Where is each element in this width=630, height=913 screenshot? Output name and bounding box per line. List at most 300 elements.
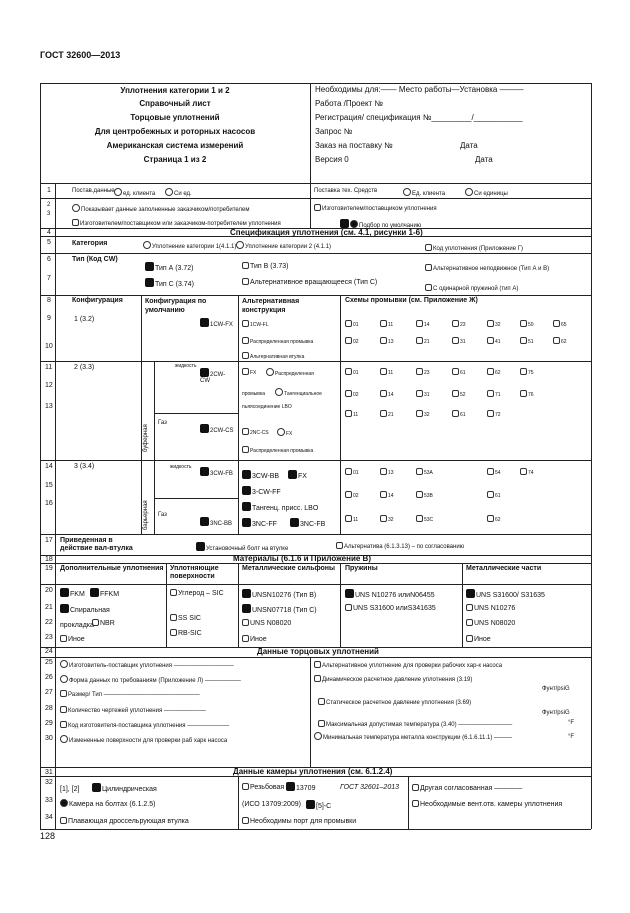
alt-3cw-ff[interactable]: 3-CW-FF [242, 486, 281, 496]
setscrew-option[interactable]: Установочный болт на втулке [196, 542, 288, 552]
psig-unit-1: Фунт/psiG [542, 686, 570, 692]
mat-metal-2[interactable]: UNS N10276 [466, 604, 515, 612]
radio-icon [465, 188, 473, 196]
mat-metal-other[interactable]: Иное [466, 635, 491, 643]
checkbox-icon [60, 588, 69, 597]
flush-plan-option[interactable] [345, 468, 359, 476]
filled-square-icon [286, 782, 295, 791]
row-number: 11 [45, 364, 53, 371]
alt-fx-3[interactable]: FX [288, 470, 307, 480]
checkbox-icon [314, 675, 321, 682]
flush-plan-number: 76 [528, 392, 534, 398]
mat-ss-sic[interactable]: SS SIC [170, 614, 201, 622]
alternative-option[interactable]: Альтернатива (6.1.3.13) – по согласованию [336, 542, 464, 550]
category-1-option[interactable]: Уплотнение категории 1(4.1.1) [143, 241, 236, 250]
alt-seal-test[interactable]: Альтернативное уплотнение для проверки рабочих хар-к насоса [314, 661, 502, 669]
checkbox-icon [345, 468, 352, 475]
checkbox-icon [345, 515, 352, 522]
flush-plan-number: 21 [388, 412, 394, 418]
flush-plan-option[interactable] [416, 410, 430, 418]
max-temperature[interactable]: Максимальная допустимая температура (3.40) ————————— [318, 720, 512, 728]
checkbox-icon [345, 491, 352, 498]
checkbox-icon [242, 368, 249, 375]
alt-distributed-flush-2[interactable]: Распределенная промывка [242, 446, 313, 454]
other-agreed-option[interactable]: Другая согласованная ———— [412, 784, 522, 792]
alt-fx-2[interactable]: FX [277, 428, 292, 437]
seal-manufacturer[interactable]: Изготовитель-поставщик уплотнения —————————— [60, 660, 234, 669]
flush-plan-number: 72 [495, 412, 501, 418]
flush-plan-option[interactable] [345, 515, 358, 523]
default-1cw-fx[interactable]: 1CW-FX [200, 318, 235, 328]
config-2: 2 (3.3) [74, 364, 95, 371]
alt-tangential[interactable]: Тангенциальное [275, 388, 322, 397]
checkbox-icon [553, 320, 560, 327]
alt-distributed-flush[interactable]: Распределенная промывка [242, 337, 313, 345]
ref-5c: [5]-C [306, 800, 331, 810]
checkbox-icon [318, 720, 325, 727]
filled-square-icon [340, 219, 349, 228]
modified-surfaces[interactable]: Измененные поверхности для проверки раб харк насоса [60, 735, 227, 744]
checkbox-icon [412, 784, 419, 791]
checkbox-icon [416, 410, 423, 417]
flush-plan-option[interactable] [487, 337, 501, 345]
purchase-order: Заказ на поставку № [315, 141, 393, 150]
checkbox-icon [425, 264, 432, 271]
seal-code-field[interactable]: Код уплотнения (Приложение Г) [425, 244, 523, 252]
flush-port-option[interactable]: Необходимы порт для промывки [242, 817, 356, 825]
flush-plan-option[interactable] [416, 491, 433, 499]
row-number: 28 [45, 705, 53, 712]
legend-manufacturer: Изготовителем/поставщиком уплотнения [314, 204, 437, 212]
threaded-option[interactable]: Резьбовая [242, 783, 284, 791]
flush-plan-number: 11 [388, 322, 394, 328]
flush-plan-number: 51 [528, 339, 534, 345]
row-number: 30 [45, 735, 53, 742]
flush-plan-number: 50 [528, 322, 534, 328]
row-number: 14 [45, 463, 53, 470]
throttle-bushing-option[interactable]: Плавающая дроссельрующая втулка [60, 817, 189, 825]
flush-plan-number: 62 [561, 339, 567, 345]
checkbox-icon [380, 515, 387, 522]
flush-plan-option[interactable] [345, 390, 359, 398]
config-1: 1 (3.2) [74, 316, 95, 323]
checkbox-icon [145, 278, 154, 287]
radio-icon [275, 388, 283, 396]
header-seal-type: Торцовые уплотнений [130, 113, 220, 122]
gas-label: Газ [158, 420, 167, 426]
flush-plan-option[interactable] [553, 320, 567, 328]
vent-required-option[interactable]: Необходимые вент.отв. камеры уплотнения [412, 800, 582, 809]
checkbox-icon [452, 390, 459, 397]
alt-3nc-ff[interactable]: 3NC-FF [242, 518, 277, 528]
row-number: 1 [47, 187, 51, 194]
flush-plan-option[interactable] [487, 368, 501, 376]
category-2-option[interactable]: Уплотнение категории 2 (4.1.1) [236, 241, 331, 250]
flush-plan-option[interactable] [380, 410, 394, 418]
checkbox-icon [520, 390, 527, 397]
checkbox-icon [416, 337, 423, 344]
alt-distributed[interactable]: Распределенная [266, 368, 314, 377]
row-number: 7 [47, 275, 51, 282]
row-number: 2 3 [47, 202, 51, 217]
radio-icon [114, 188, 122, 196]
flush-plan-number: 01 [353, 322, 359, 328]
alt-3nc-fb[interactable]: 3NC-FB [290, 518, 325, 528]
radio-icon [236, 241, 244, 249]
checkbox-icon [487, 410, 494, 417]
checkbox-icon [487, 468, 494, 475]
row-number: 5 [47, 239, 51, 246]
flush-plan-option[interactable] [452, 337, 466, 345]
flush-plan-option[interactable] [345, 410, 358, 418]
flush-plan-number: 13 [388, 339, 394, 345]
radio-icon [266, 368, 274, 376]
gas-label: Газ [158, 512, 167, 518]
checkbox-icon [487, 515, 494, 522]
flush-plan-option[interactable] [380, 337, 394, 345]
flush-plan-option[interactable] [345, 337, 359, 345]
checkbox-icon [60, 635, 67, 642]
filled-square-icon [306, 800, 315, 809]
checkbox-icon [290, 518, 299, 527]
flush-plan-option[interactable] [416, 337, 430, 345]
alt-tangential-lbo[interactable]: Тангенц. присс. LBO [242, 502, 318, 512]
row-number: 29 [45, 720, 53, 727]
checkbox-icon [416, 368, 423, 375]
flush-plan-option[interactable] [345, 491, 359, 499]
checkbox-icon [466, 589, 475, 598]
checkbox-icon [200, 517, 209, 526]
checkbox-icon [520, 368, 527, 375]
checkbox-icon [487, 337, 494, 344]
row-number: 21 [45, 604, 53, 611]
checkbox-icon [288, 470, 297, 479]
manufacturer-code[interactable]: Код изготовителя-поставщика уплотнения ——————— [60, 721, 229, 729]
flush-plan-number: 61 [495, 493, 501, 499]
default-3cw-fb[interactable]: 3CW-FB [200, 467, 235, 477]
checkbox-icon [452, 368, 459, 375]
size-type[interactable]: Размер/ Тип ———————————————— [60, 690, 200, 698]
gost-ref: ГОСТ 32601–2013 [340, 784, 399, 791]
checkbox-icon [200, 424, 209, 433]
liquid-label: жидкость [170, 464, 192, 470]
flush-plan-option[interactable] [345, 320, 359, 328]
flush-plan-number: 14 [388, 392, 394, 398]
mat-spiral[interactable]: Спиральная [60, 604, 110, 614]
flush-plan-number: 23 [460, 322, 466, 328]
checkbox-icon [412, 800, 419, 807]
checkbox-icon [242, 262, 249, 269]
checkbox-icon [145, 262, 154, 271]
checkbox-icon [416, 320, 423, 327]
deg-f-unit-2: °F [568, 734, 575, 740]
legend-default: Подбор по умолчанию [340, 219, 421, 229]
alt-fx[interactable]: FX [242, 368, 256, 376]
checkbox-icon [170, 589, 177, 596]
flush-plan-option[interactable] [416, 515, 433, 523]
flush-plan-option[interactable] [487, 491, 501, 499]
checkbox-icon [60, 690, 67, 697]
cylindrical-option[interactable]: Цилиндрическая [92, 783, 157, 793]
required-for: Необходимы для:—— Место работы—Установка ——— [315, 85, 524, 94]
filled-circle-icon [350, 220, 358, 228]
flush-plan-option[interactable] [520, 320, 534, 328]
row-number: 18 [45, 556, 53, 563]
flush-plan-option[interactable] [416, 468, 433, 476]
mat-spring-1[interactable]: UNS N10276 илиN06455 [345, 589, 435, 599]
category-label: Категория [72, 240, 108, 247]
checkbox-icon [466, 635, 473, 642]
psig-unit-2: Фунт/psiG [542, 710, 570, 716]
tech-units-customer-option[interactable]: Ед. клиента [403, 188, 445, 197]
flush-plan-number: 14 [424, 322, 430, 328]
row-number: 4 [47, 229, 51, 236]
flush-plan-option[interactable] [553, 337, 567, 345]
flush-plan-option[interactable] [452, 410, 466, 418]
mat-carbon-sic[interactable]: Углерод – SIC [170, 589, 236, 597]
flush-plan-option[interactable] [416, 320, 430, 328]
mat-bellows-3[interactable]: UNS N08020 [242, 619, 291, 627]
radio-icon [165, 188, 173, 196]
tech-units-si-option[interactable]: Си единицы [465, 188, 508, 197]
type-c-option[interactable]: Тип С (3.74) [145, 278, 194, 288]
page-number: 128 [40, 831, 56, 841]
col-springs: Пружины [345, 565, 378, 572]
checkbox-icon [380, 410, 387, 417]
flush-plan-option[interactable] [380, 390, 394, 398]
row-number: 27 [45, 689, 53, 696]
iso-ref: (ИСО 13709:2009) [242, 801, 301, 808]
col-metal-bellows: Металлические сильфоны [242, 565, 336, 572]
alt-stationary-option[interactable]: Альтернативное неподвижное (Тип А и В) [425, 264, 549, 272]
checkbox-icon [242, 589, 251, 598]
row-number: 13 [45, 403, 53, 410]
row-number: 32 [45, 779, 53, 786]
date-2: Дата [475, 155, 493, 164]
alt-2nc-cs[interactable]: 2NC-CS [242, 428, 269, 436]
flush-plan-option[interactable] [520, 337, 534, 345]
flush-plan-number: 65 [561, 322, 567, 328]
flush-plan-option[interactable] [487, 320, 501, 328]
flush-plan-option[interactable] [416, 368, 430, 376]
flush-plan-option[interactable] [380, 368, 393, 376]
default-3nc-bb[interactable]: 3NC-BB [200, 517, 235, 527]
checkbox-icon [242, 486, 251, 495]
checkbox-icon [242, 278, 249, 285]
mat-rb-sic[interactable]: RB-SIC [170, 629, 202, 637]
square-icon [72, 219, 79, 226]
mat-other-a[interactable]: Иное [60, 635, 85, 643]
registration: Регистрация/ спецификация №_________/___________ [315, 113, 523, 122]
checkbox-icon [336, 542, 343, 549]
revision: Версия 0 [315, 155, 349, 164]
checkbox-icon [380, 390, 387, 397]
checkbox-icon [200, 368, 209, 377]
seal-spec-heading: Спецификация уплотнения (см. 4.1, рисунки 1-6) [230, 228, 423, 237]
checkbox-icon [380, 491, 387, 498]
supply-tech-label: Поставка тех. Средств [314, 188, 378, 194]
checkbox-icon [466, 619, 473, 626]
flush-plan-option[interactable] [487, 390, 501, 398]
flush-plan-option[interactable] [520, 468, 534, 476]
flush-plan-number: 74 [528, 470, 534, 476]
dynamic-pressure[interactable]: Динамическое расчетное давление уплотнения (3.19) [314, 675, 472, 683]
checkbox-icon [242, 817, 249, 824]
alt-sleeve[interactable]: Альтернативная втулка [242, 352, 304, 360]
flush-plan-number: 13 [388, 470, 394, 476]
checkbox-icon [520, 337, 527, 344]
mat-fkm[interactable]: FKM [60, 588, 85, 598]
checkbox-icon [200, 318, 209, 327]
checkbox-icon [60, 721, 67, 728]
row-number: 24 [45, 648, 53, 655]
radio-icon [60, 735, 68, 743]
checkbox-icon [242, 352, 249, 359]
mat-bellows-other[interactable]: Иное [242, 635, 267, 643]
row-number: 26 [45, 674, 53, 681]
checkbox-icon [487, 390, 494, 397]
flush-plan-option[interactable] [520, 368, 534, 376]
mat-spring-2[interactable]: UNS S31600 илиS341635 [345, 604, 436, 612]
row-number: 6 [47, 256, 51, 263]
mat-bellows-1[interactable]: UNSN10276 (Тип В) [242, 589, 316, 599]
chamber-heading: Данные камеры уплотнения (см. 6.1.2.4) [233, 767, 393, 776]
row-number: 31 [45, 769, 53, 776]
data-form[interactable]: Форма данных по требованиям (Приложение Л) —————— [60, 675, 241, 684]
checkbox-icon [520, 468, 527, 475]
row-number: 8 [47, 297, 51, 304]
type-b-option[interactable]: Тип В (3.73) [242, 262, 289, 270]
default-2cw-cw[interactable]: 2CW-CW [200, 368, 235, 384]
min-metal-temp[interactable]: Минимальная температура металла конструкции (6.1.6.11.1) ——— [314, 732, 512, 741]
alt-rotating-option[interactable]: Альтернативное вращающееся (Тип С) [242, 278, 377, 286]
flush-plan-option[interactable] [487, 515, 501, 523]
row-number: 22 [45, 619, 53, 626]
checkbox-icon [60, 706, 67, 713]
flush-plan-number: 23 [424, 370, 430, 376]
flush-plan-option[interactable] [520, 390, 534, 398]
chamber-ref: [1], [2] [60, 786, 80, 793]
flush-plan-number: 75 [528, 370, 534, 376]
flush-plan-number: 41 [495, 339, 501, 345]
type-label: Тип (Код CW) [72, 256, 118, 263]
col-metal-parts: Металлические части [466, 565, 542, 572]
checkbox-icon [452, 337, 459, 344]
checkbox-icon [90, 588, 99, 597]
checkbox-icon [60, 604, 69, 613]
flush-plan-option[interactable] [380, 491, 394, 499]
checkbox-icon [425, 244, 432, 251]
units-customer-option[interactable]: ед. клиента [114, 188, 155, 197]
flush-plan-option[interactable] [345, 368, 359, 376]
flush-plan-option[interactable] [487, 410, 501, 418]
checkbox-icon [345, 589, 354, 598]
checkbox-icon [242, 518, 251, 527]
alt-1cw-fl[interactable]: 1CW-FL [242, 320, 269, 328]
checkbox-icon [345, 368, 352, 375]
checkbox-icon [452, 320, 459, 327]
row-number: 16 [45, 500, 53, 507]
checkbox-icon [92, 619, 99, 626]
flush-plan-option[interactable] [487, 468, 501, 476]
static-pressure[interactable]: Статическое расчетное давление уплотнения (3.69) [318, 698, 471, 706]
flush-plan-option[interactable] [380, 468, 394, 476]
mat-bellows-2[interactable]: UNSN07718 (Тип С) [242, 604, 317, 614]
checkbox-icon [345, 390, 352, 397]
col-flush-plans: Схемы промывки (см. Приложение Ж) [345, 297, 478, 304]
header-pumps: Для центробежных и роторных насосов [94, 127, 256, 136]
checkbox-icon [425, 284, 432, 291]
type-a-option[interactable]: Тип А (3.72) [145, 262, 194, 272]
alt-lbo: пьяясоединение LBO [242, 404, 292, 410]
flush-plan-number: 11 [353, 517, 359, 523]
deg-f-unit-1: °F [568, 720, 575, 726]
flush-plan-number: 62 [495, 370, 501, 376]
iso-13709: 13709 [286, 782, 315, 792]
flush-plan-option[interactable] [380, 320, 393, 328]
checkbox-icon [318, 698, 325, 705]
flush-plan-number: 71 [495, 392, 501, 398]
flush-plan-option[interactable] [452, 390, 466, 398]
flush-plan-option[interactable] [452, 368, 466, 376]
flush-plan-option[interactable] [380, 515, 394, 523]
col-secondary-seals: Дополнительные уплотнения [60, 565, 164, 572]
flush-plan-number: 32 [495, 322, 501, 328]
mat-nbr[interactable]: NBR [92, 619, 115, 627]
flush-plan-option[interactable] [416, 390, 430, 398]
checkbox-icon [487, 368, 494, 375]
flush-plan-number: 31 [460, 339, 466, 345]
checkbox-icon [242, 502, 251, 511]
checkbox-icon [242, 337, 249, 344]
flush-plan-option[interactable] [452, 320, 466, 328]
flush-plan-number: 11 [353, 412, 359, 418]
mat-ffkm[interactable]: FFKM [90, 588, 119, 598]
col-configuration: Конфигурация [72, 297, 123, 304]
flush-plan-number: 02 [353, 392, 359, 398]
checkbox-icon [242, 619, 249, 626]
radio-icon [60, 675, 68, 683]
checkbox-icon [92, 783, 101, 792]
row-number: 23 [45, 634, 53, 641]
radio-icon [60, 799, 68, 807]
radio-icon [60, 660, 68, 668]
flush-plan-number: 61 [460, 370, 466, 376]
flush-plan-number: 32 [388, 517, 394, 523]
default-2cw-cs[interactable]: 2CW-CS [200, 424, 235, 434]
mat-metal-3[interactable]: UNS N08020 [466, 619, 515, 627]
circle-icon [72, 204, 80, 212]
checkbox-icon [416, 491, 423, 498]
header-units: Американская система измерений [106, 141, 244, 150]
bolted-chamber-option[interactable]: Камера на болтах (6.1.2.5) [60, 799, 155, 808]
alt-3cw-bb[interactable]: 3CW-BB [242, 470, 279, 480]
checkbox-icon [242, 428, 249, 435]
radio-icon [314, 732, 322, 740]
mat-metal-1[interactable]: UNS S31600/ S31635 [466, 589, 545, 599]
row-number: 12 [45, 382, 53, 389]
single-spring-option[interactable]: С одинарной пружиной (тип А) [425, 284, 518, 292]
checkbox-icon [487, 491, 494, 498]
row-number: 10 [45, 343, 53, 350]
flush-plan-number: 02 [353, 493, 359, 499]
inquiry: Запрос № [315, 127, 353, 136]
drawing-count[interactable]: Количество чертежей уплотнения ——————— [60, 706, 206, 714]
flush-plan-number: 61 [460, 412, 466, 418]
flush-plan-number: 02 [353, 339, 359, 345]
radio-icon [277, 428, 285, 436]
units-si-option[interactable]: Си ед. [165, 188, 192, 197]
